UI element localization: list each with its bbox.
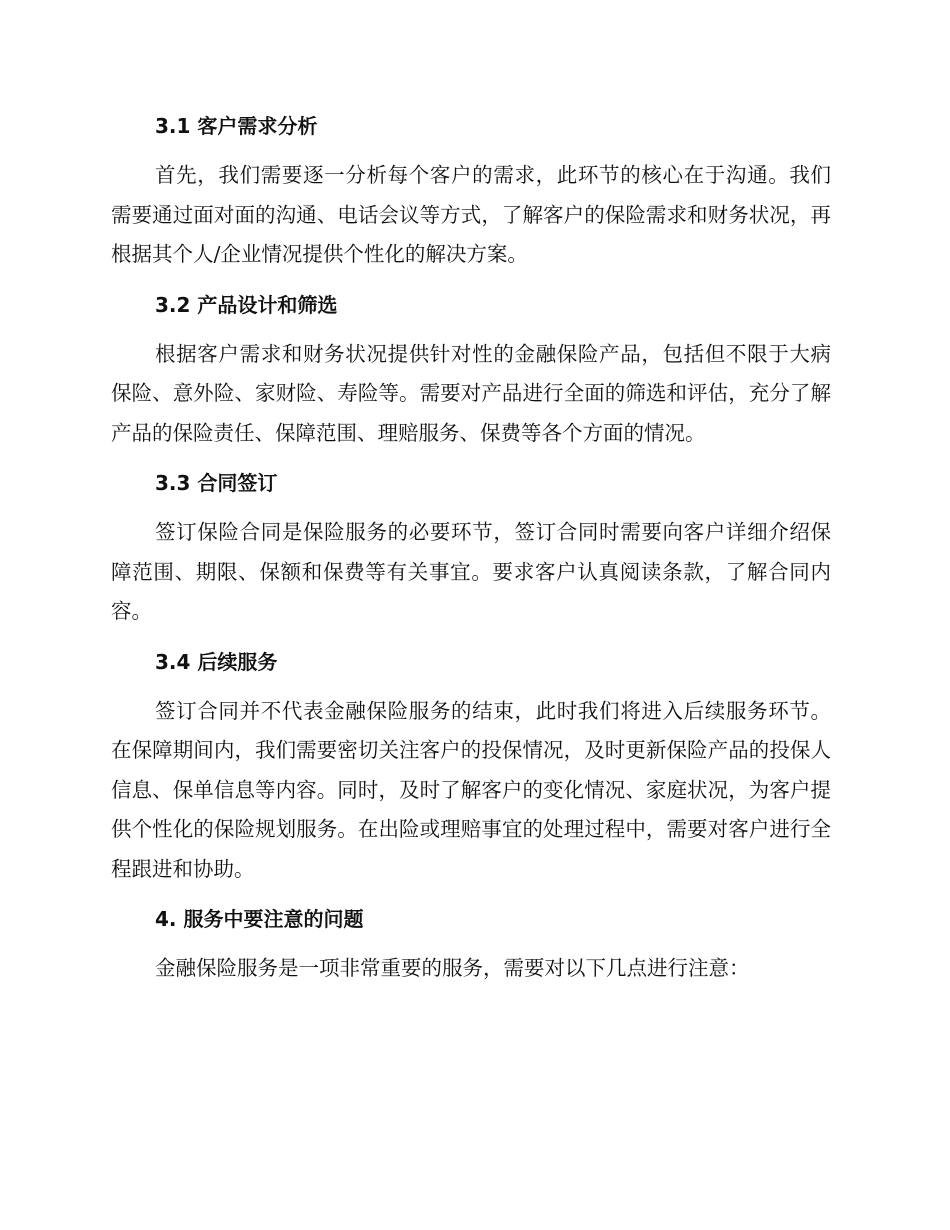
section-heading: 3.3 合同签订 (155, 471, 278, 495)
section-3-3 (111, 465, 831, 632)
section-paragraph: 金融保险服务是一项非常重要的服务，需要对以下几点进行注意： (155, 956, 750, 980)
section-3-2 (111, 287, 831, 454)
section-heading: 3.4 后续服务 (155, 649, 278, 674)
section-paragraph: 首先，我们需要逐一分析每个客户的需求，此环节的核心在于沟通。我们需要通过面对面的沟通、电话会议等方式，了解客户的保险需求和财务状况，再根据其个人/企业情况提供个性化的解决方案。 (111, 163, 831, 266)
document-body (111, 108, 831, 1001)
section-3-4 (111, 644, 831, 890)
section-heading: 4. 服务中要注意的问题 (155, 907, 364, 931)
section-3-1 (111, 108, 831, 275)
section-paragraph: 签订保险合同是保险服务的必要环节，签订合同时需要向客户详细介绍保障范围、期限、保额和保费等有关事宜。要求客户认真阅读条款，了解合同内容。 (111, 520, 831, 623)
section-paragraph: 签订合同并不代表金融保险服务的结束，此时我们将进入后续服务环节。在保障期间内，我们需要密切关注客户的投保情况，及时更新保险产品的投保人信息、保单信息等内容。同时，及时了解客户的变化情况、家庭状况，为客户提供个性化的保险规划服务。在出险或理赔事宜的处理过程中，需要对客户进行全程跟进和协助。 (111, 698, 831, 881)
section-heading: 3.1 客户需求分析 (155, 114, 318, 138)
section-4 (111, 901, 831, 989)
section-paragraph: 根据客户需求和财务状况提供针对性的金融保险产品，包括但不限于大病保险、意外险、家财险、寿险等。需要对产品进行全面的筛选和评估，充分了解产品的保险责任、保障范围、理赔服务、保费等各个方面的情况。 (111, 341, 831, 445)
section-heading: 3.2 产品设计和筛选 (155, 292, 338, 317)
